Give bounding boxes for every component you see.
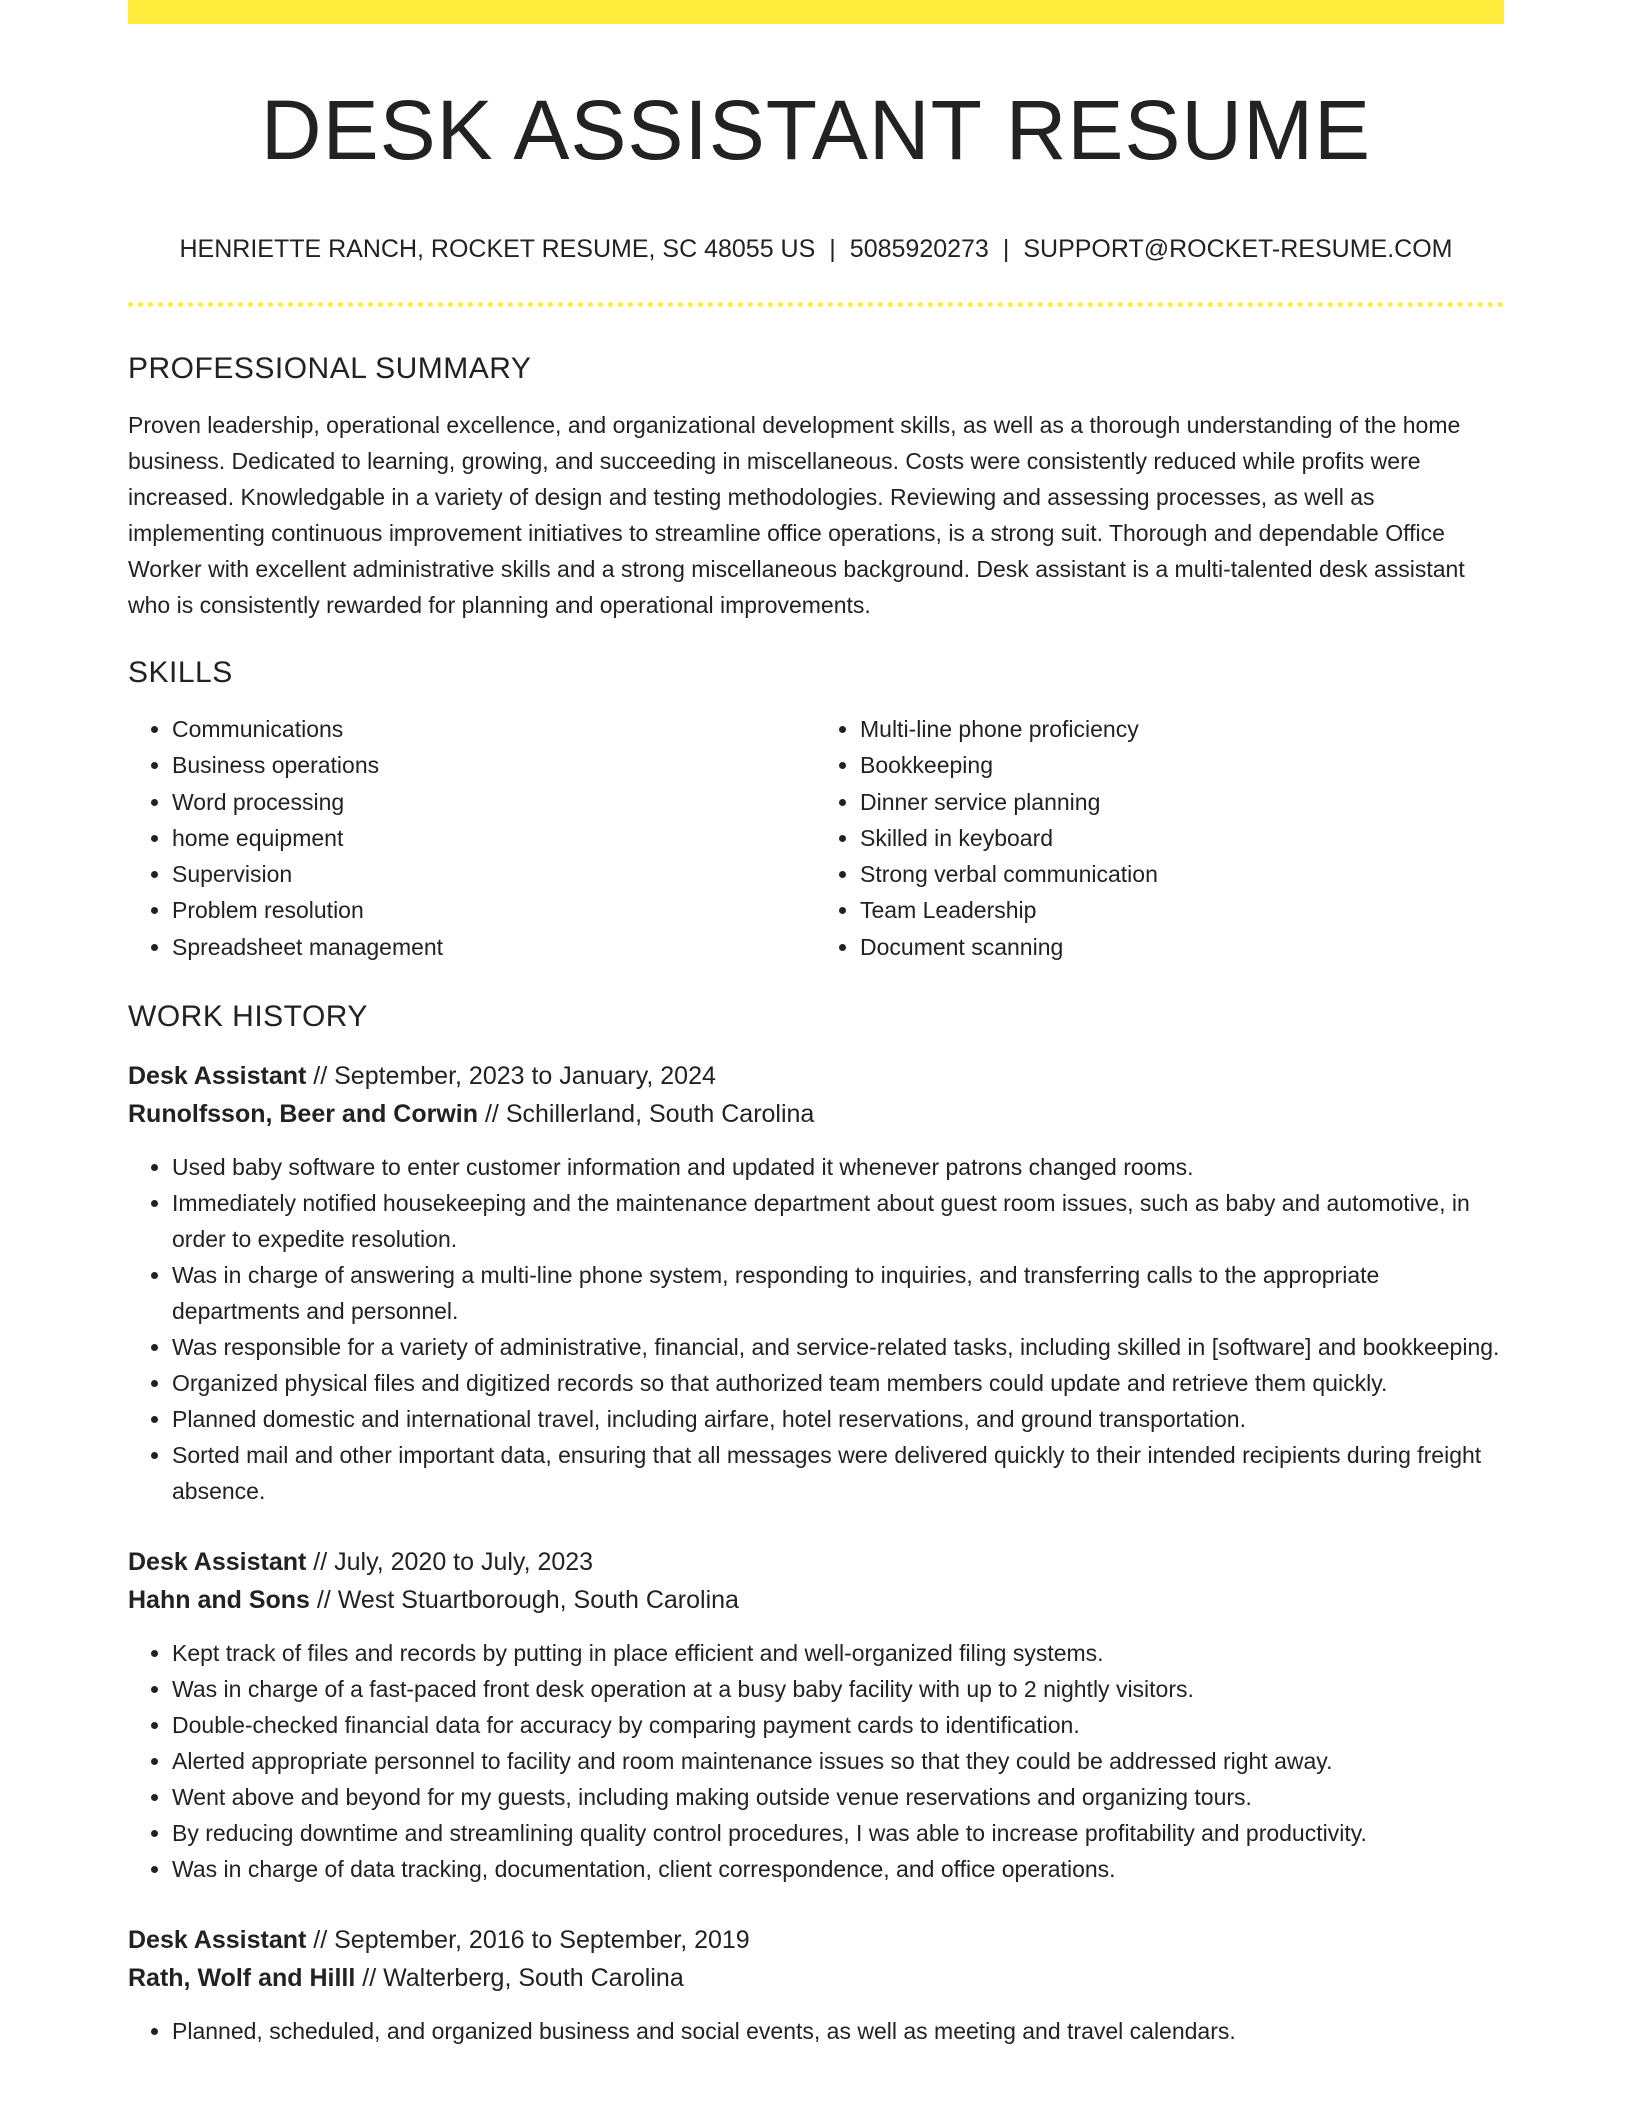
job-role-line	[128, 1921, 1504, 1959]
job-location: West Stuartborough, South Carolina	[337, 1586, 739, 1615]
skill-item: • Dinner service planning	[860, 784, 1504, 820]
job-role: Desk Assistant	[128, 1548, 307, 1577]
job-company-line	[128, 1581, 1504, 1619]
job-separator: //	[306, 1062, 335, 1091]
section-title-skills: SKILLS	[128, 656, 233, 689]
contact-line	[128, 232, 1504, 266]
skill-item: • Bookkeeping	[860, 747, 1504, 783]
job-entry	[128, 1921, 1504, 2049]
job-bullets	[128, 1635, 1504, 1887]
job-company-line	[128, 1095, 1504, 1133]
section-title-summary: PROFESSIONAL SUMMARY	[128, 352, 532, 385]
job-role: Desk Assistant	[128, 1926, 307, 1955]
job-separator: //	[478, 1100, 506, 1129]
skill-item: • Problem resolution	[172, 892, 816, 928]
job-bullets	[128, 1149, 1504, 1509]
contact-separator: |	[1002, 235, 1010, 263]
skill-item: • Spreadsheet management	[172, 929, 816, 965]
job-bullet: • Sorted mail and other important data, ensuring that all messages were delivered quickly to their intended recipients during freight absence.	[172, 1437, 1504, 1509]
job-company: Hahn and Sons	[128, 1586, 310, 1615]
job-dates: July, 2020 to July, 2023	[334, 1548, 594, 1577]
job-separator: //	[306, 1926, 335, 1955]
skill-item: • Multi-line phone proficiency	[860, 711, 1504, 747]
job-bullet: • Immediately notified housekeeping and the maintenance department about guest room issues, such as baby and automotive, in order to expedite resolution.	[172, 1185, 1504, 1257]
job-bullet: • Planned, scheduled, and organized business and social events, as well as meeting and travel calendars.	[172, 2013, 1504, 2049]
job-bullet: • Kept track of files and records by putting in place efficient and well-organized filing systems.	[172, 1635, 1504, 1671]
job-entry	[128, 1543, 1504, 1887]
skill-item: • Team Leadership	[860, 892, 1504, 928]
job-bullets	[128, 2013, 1504, 2049]
summary-text: Proven leadership, operational excellence, and organizational development skills, as well as a thorough understanding of the home business. Dedicated to learning, growing, and succeeding in miscellaneous. Costs were consistently reduced while profits were increased. Knowledgable in a variety of design and testing methodologies. Reviewing and assessing processes, as well as implementing continuous improvement initiatives to streamline office operations, is a strong suit. Thorough and dependable Office Worker with excellent administrative skills and a strong miscellaneous background. Desk assistant is a multi-talented desk assistant who is consistently rewarded for planning and operational improvements.	[128, 412, 1465, 618]
job-bullet: • Organized physical files and digitized records so that authorized team members could update and retrieve them quickly.	[172, 1365, 1504, 1401]
resume-title: DESK ASSISTANT RESUME	[260, 83, 1372, 177]
contact-phone: 5085920273	[849, 235, 989, 263]
job-location: Schillerland, South Carolina	[505, 1100, 815, 1129]
job-bullet: • Was in charge of a fast-paced front desk operation at a busy baby facility with up to 2 nightly visitors.	[172, 1671, 1504, 1707]
skills-columns	[128, 711, 1504, 965]
skill-item: • Business operations	[172, 747, 816, 783]
job-bullet: • Was in charge of data tracking, documentation, client correspondence, and office operations.	[172, 1851, 1504, 1887]
job-role: Desk Assistant	[128, 1062, 307, 1091]
skill-item: • Supervision	[172, 856, 816, 892]
job-company-line	[128, 1959, 1504, 1997]
job-entry	[128, 1057, 1504, 1509]
skills-list-left	[128, 711, 816, 965]
job-bullet: • Was responsible for a variety of administrative, financial, and service-related tasks, including skilled in [software] and bookkeeping.	[172, 1329, 1504, 1365]
job-bullet: • By reducing downtime and streamlining quality control procedures, I was able to increase profitability and productivity.	[172, 1815, 1504, 1851]
contact-address: HENRIETTE RANCH, ROCKET RESUME, SC 48055 US	[179, 235, 816, 263]
job-separator: //	[306, 1548, 335, 1577]
skill-item: • Word processing	[172, 784, 816, 820]
job-bullet: • Double-checked financial data for accuracy by comparing payment cards to identification.	[172, 1707, 1504, 1743]
skill-item: • Communications	[172, 711, 816, 747]
contact-email: SUPPORT@ROCKET-RESUME.COM	[1023, 235, 1453, 263]
contact-separator: |	[829, 235, 836, 263]
job-separator: //	[309, 1586, 338, 1615]
section-title-work-history: WORK HISTORY	[128, 1000, 368, 1034]
skill-item: • Strong verbal communication	[860, 856, 1504, 892]
job-role-line	[128, 1057, 1504, 1095]
job-dates: September, 2023 to January, 2024	[334, 1062, 716, 1091]
job-company: Runolfsson, Beer and Corwin	[128, 1100, 479, 1129]
skill-item: • home equipment	[172, 820, 816, 856]
skill-item: • Document scanning	[860, 929, 1504, 965]
skills-list-right	[816, 711, 1504, 965]
job-bullet: • Planned domestic and international travel, including airfare, hotel reservations, and ground transportation.	[172, 1401, 1504, 1437]
job-bullet: • Went above and beyond for my guests, including making outside venue reservations and organizing tours.	[172, 1779, 1504, 1815]
resume-content	[128, 0, 1504, 2049]
job-location: Walterberg, South Carolina	[383, 1964, 684, 1993]
job-bullet: • Alerted appropriate personnel to facility and room maintenance issues so that they could be addressed right away.	[172, 1743, 1504, 1779]
job-bullet: • Was in charge of answering a multi-line phone system, responding to inquiries, and transferring calls to the appropriate departments and personnel.	[172, 1257, 1504, 1329]
job-bullet: • Used baby software to enter customer information and updated it whenever patrons changed rooms.	[172, 1149, 1504, 1185]
job-dates: September, 2016 to September, 2019	[334, 1926, 750, 1955]
skill-item: • Skilled in keyboard	[860, 820, 1504, 856]
job-separator: //	[355, 1964, 384, 1993]
job-company: Rath, Wolf and Hilll	[128, 1964, 356, 1993]
job-role-line	[128, 1543, 1504, 1581]
dotted-divider	[128, 302, 1504, 307]
